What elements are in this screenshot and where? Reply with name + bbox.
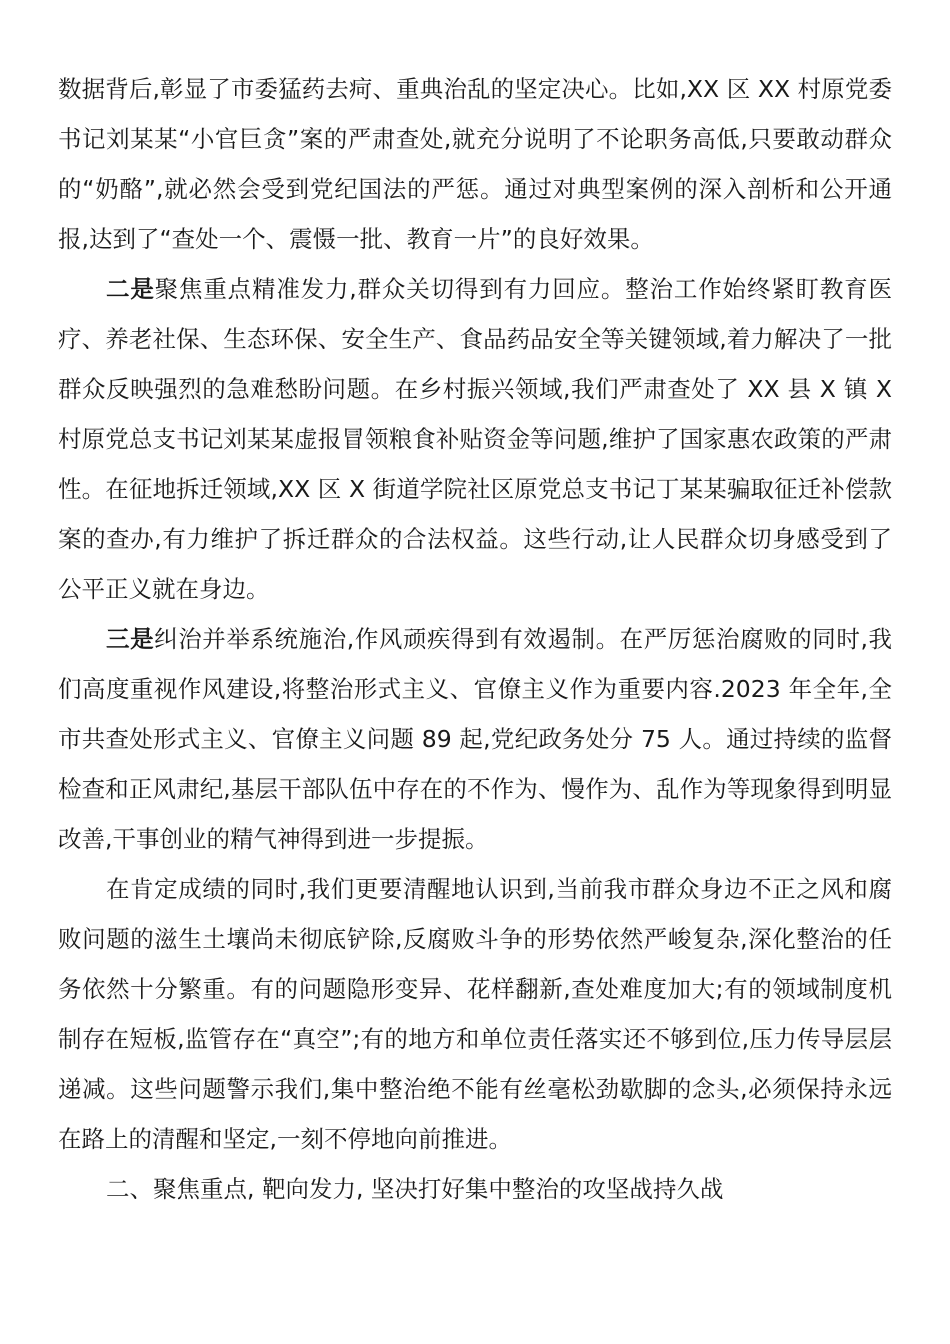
paragraph-point-three	[58, 614, 892, 864]
paragraph-text: 纠治并举系统施治,作风顽疾得到有效遏制。在严厉惩治腐败的同时,我们高度重视作风建设,将整治形式主义、官僚主义作为重要内容.2023 年全年,全市共查处形式主义、官僚主义问题 89 起,党纪政务处分 75 人。通过持续的监督检查和正风肃纪,基层干部队伍中存在的不作为、慢作为、乱作为等现象得到明显改善,干事创业的精气神得到进一步提振。	[58, 625, 892, 853]
paragraph-text: 在肯定成绩的同时,我们更要清醒地认识到,当前我市群众身边不正之风和腐败问题的滋生土壤尚未彻底铲除,反腐败斗争的形势依然严峻复杂,深化整治的任务依然十分繁重。有的问题隐形变异、花样翻新,查处难度加大;有的领域制度机制存在短板,监管存在“真空”;有的地方和单位责任落实还不够到位,压力传导层层递减。这些问题警示我们,集中整治绝不能有丝毫松劲歇脚的念头,必须保持永远在路上的清醒和坚定,一刻不停地向前推进。	[58, 875, 892, 1153]
paragraph-challenges	[58, 864, 892, 1164]
paragraph-continuation	[58, 64, 892, 264]
paragraph-lead: 三是	[106, 625, 155, 653]
paragraph-point-two	[58, 264, 892, 614]
section-heading: 二、聚焦重点, 靶向发力, 坚决打好集中整治的攻坚战持久战	[106, 1175, 724, 1203]
paragraph-text: 数据背后,彰显了市委猛药去疴、重典治乱的坚定决心。比如,XX 区 XX 村原党委书记刘某某“小官巨贪”案的严肃查处,就充分说明了不论职务高低,只要敢动群众的“奶酪”,就必然会受到党纪国法的严惩。通过对典型案例的深入剖析和公开通报,达到了“查处一个、震慑一批、教育一片”的良好效果。	[58, 75, 892, 253]
document-page	[58, 64, 892, 1214]
paragraph-text: 聚焦重点精准发力,群众关切得到有力回应。整治工作始终紧盯教育医疗、养老社保、生态环保、安全生产、食品药品安全等关键领域,着力解决了一批群众反映强烈的急难愁盼问题。在乡村振兴领域,我们严肃查处了 XX 县 X 镇 X 村原党总支书记刘某某虚报冒领粮食补贴资金等问题,维护了国家惠农政策的严肃性。在征地拆迁领域,XX 区 X 街道学院社区原党总支书记丁某某骗取征迁补偿款案的查办,有力维护了拆迁群众的合法权益。这些行动,让人民群众切身感受到了公平正义就在身边。	[58, 275, 892, 603]
paragraph-lead: 二是	[106, 275, 155, 303]
